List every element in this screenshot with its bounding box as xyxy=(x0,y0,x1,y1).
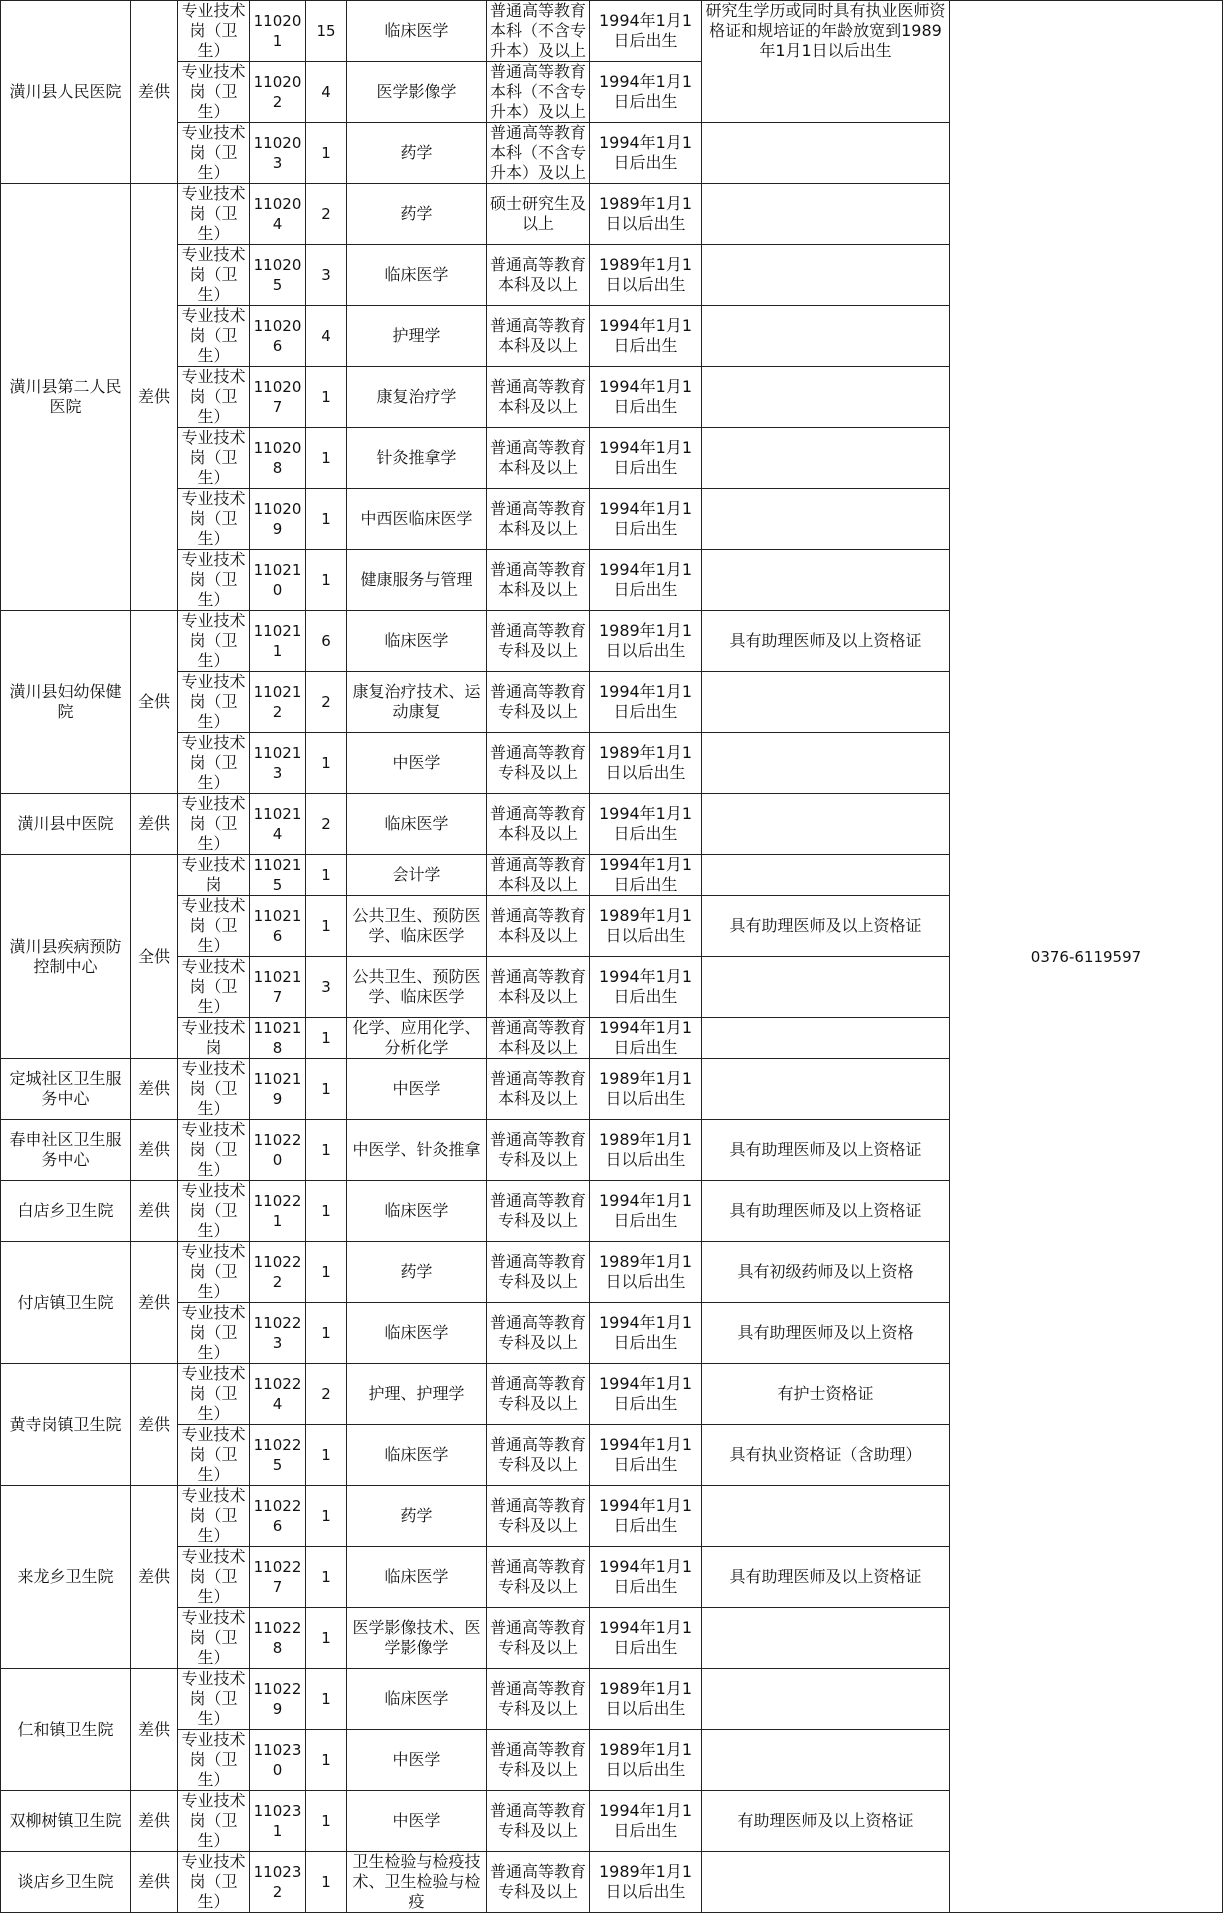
post-type-cell: 专业技术岗（卫生） xyxy=(178,957,250,1018)
education-cell: 普通高等教育专科及以上 xyxy=(487,611,590,672)
education-cell: 普通高等教育专科及以上 xyxy=(487,1303,590,1364)
age-requirement-cell: 1994年1月1日后出生 xyxy=(590,367,702,428)
unit-name-cell: 潢川县中医院 xyxy=(1,794,131,855)
remark-cell xyxy=(702,1852,950,1913)
remark-cell: 具有助理医师及以上资格证 xyxy=(702,1181,950,1242)
major-cell: 康复治疗技术、运动康复 xyxy=(347,672,487,733)
unit-name-cell: 定城社区卫生服务中心 xyxy=(1,1059,131,1120)
remark-cell: 具有助理医师及以上资格证 xyxy=(702,1120,950,1181)
post-type-cell: 专业技术岗（卫生） xyxy=(178,62,250,123)
major-cell: 临床医学 xyxy=(347,611,487,672)
major-cell: 药学 xyxy=(347,1486,487,1547)
post-code-cell: 110213 xyxy=(250,733,306,794)
age-requirement-cell: 1989年1月1日以后出生 xyxy=(590,1120,702,1181)
major-cell: 会计学 xyxy=(347,855,487,896)
post-code-cell: 110210 xyxy=(250,550,306,611)
education-cell: 普通高等教育本科及以上 xyxy=(487,489,590,550)
headcount-cell: 1 xyxy=(306,428,347,489)
remark-cell: 具有执业资格证（含助理） xyxy=(702,1425,950,1486)
headcount-cell: 15 xyxy=(306,1,347,62)
funding-type-cell: 全供 xyxy=(131,611,178,794)
major-cell: 中医学 xyxy=(347,733,487,794)
education-cell: 普通高等教育专科及以上 xyxy=(487,1181,590,1242)
headcount-cell: 4 xyxy=(306,62,347,123)
education-cell: 普通高等教育本科及以上 xyxy=(487,550,590,611)
education-cell: 普通高等教育专科及以上 xyxy=(487,1730,590,1791)
headcount-cell: 1 xyxy=(306,489,347,550)
unit-name-cell: 仁和镇卫生院 xyxy=(1,1669,131,1791)
age-requirement-cell: 1994年1月1日后出生 xyxy=(590,550,702,611)
major-cell: 临床医学 xyxy=(347,1547,487,1608)
post-code-cell: 110232 xyxy=(250,1852,306,1913)
remark-cell xyxy=(702,855,950,896)
post-type-cell: 专业技术岗（卫生） xyxy=(178,1852,250,1913)
unit-name-cell: 潢川县疾病预防控制中心 xyxy=(1,855,131,1059)
headcount-cell: 1 xyxy=(306,1303,347,1364)
education-cell: 普通高等教育本科及以上 xyxy=(487,306,590,367)
remark-cell xyxy=(702,1486,950,1547)
major-cell: 药学 xyxy=(347,123,487,184)
post-type-cell: 专业技术岗（卫生） xyxy=(178,1669,250,1730)
major-cell: 健康服务与管理 xyxy=(347,550,487,611)
age-requirement-cell: 1994年1月1日后出生 xyxy=(590,1791,702,1852)
education-cell: 普通高等教育本科（不含专升本）及以上 xyxy=(487,1,590,62)
headcount-cell: 1 xyxy=(306,1669,347,1730)
age-requirement-cell: 1994年1月1日后出生 xyxy=(590,672,702,733)
post-code-cell: 110216 xyxy=(250,896,306,957)
post-type-cell: 专业技术岗（卫生） xyxy=(178,896,250,957)
education-cell: 普通高等教育专科及以上 xyxy=(487,1608,590,1669)
headcount-cell: 1 xyxy=(306,123,347,184)
post-code-cell: 110215 xyxy=(250,855,306,896)
headcount-cell: 3 xyxy=(306,245,347,306)
remark-cell xyxy=(702,1059,950,1120)
unit-name-cell: 谈店乡卫生院 xyxy=(1,1852,131,1913)
unit-name-cell: 白店乡卫生院 xyxy=(1,1181,131,1242)
major-cell: 中医学 xyxy=(347,1059,487,1120)
major-cell: 临床医学 xyxy=(347,1,487,62)
education-cell: 硕士研究生及以上 xyxy=(487,184,590,245)
remark-cell xyxy=(702,428,950,489)
post-code-cell: 110219 xyxy=(250,1059,306,1120)
remark-cell xyxy=(702,184,950,245)
post-type-cell: 专业技术岗（卫生） xyxy=(178,1059,250,1120)
headcount-cell: 1 xyxy=(306,1486,347,1547)
post-code-cell: 110202 xyxy=(250,62,306,123)
post-type-cell: 专业技术岗（卫生） xyxy=(178,245,250,306)
unit-name-cell: 黄寺岗镇卫生院 xyxy=(1,1364,131,1486)
major-cell: 公共卫生、预防医学、临床医学 xyxy=(347,957,487,1018)
post-code-cell: 110221 xyxy=(250,1181,306,1242)
post-code-cell: 110223 xyxy=(250,1303,306,1364)
age-requirement-cell: 1989年1月1日以后出生 xyxy=(590,896,702,957)
funding-type-cell: 差供 xyxy=(131,794,178,855)
major-cell: 临床医学 xyxy=(347,245,487,306)
post-code-cell: 110212 xyxy=(250,672,306,733)
major-cell: 临床医学 xyxy=(347,794,487,855)
major-cell: 化学、应用化学、分析化学 xyxy=(347,1018,487,1059)
post-type-cell: 专业技术岗 xyxy=(178,1018,250,1059)
headcount-cell: 4 xyxy=(306,306,347,367)
education-cell: 普通高等教育专科及以上 xyxy=(487,1364,590,1425)
post-code-cell: 110203 xyxy=(250,123,306,184)
remark-cell xyxy=(702,123,950,184)
major-cell: 药学 xyxy=(347,184,487,245)
post-type-cell: 专业技术岗（卫生） xyxy=(178,184,250,245)
remark-cell: 有护士资格证 xyxy=(702,1364,950,1425)
headcount-cell: 2 xyxy=(306,794,347,855)
post-type-cell: 专业技术岗（卫生） xyxy=(178,794,250,855)
major-cell: 临床医学 xyxy=(347,1181,487,1242)
remark-cell: 具有初级药师及以上资格 xyxy=(702,1242,950,1303)
post-type-cell: 专业技术岗（卫生） xyxy=(178,1791,250,1852)
unit-name-cell: 来龙乡卫生院 xyxy=(1,1486,131,1669)
contact-phone-cell: 0376-6119597 xyxy=(950,1,1223,1913)
major-cell: 临床医学 xyxy=(347,1669,487,1730)
post-type-cell: 专业技术岗（卫生） xyxy=(178,428,250,489)
headcount-cell: 2 xyxy=(306,672,347,733)
post-code-cell: 110227 xyxy=(250,1547,306,1608)
education-cell: 普通高等教育本科及以上 xyxy=(487,794,590,855)
post-code-cell: 110207 xyxy=(250,367,306,428)
education-cell: 普通高等教育本科及以上 xyxy=(487,1059,590,1120)
age-requirement-cell: 1989年1月1日以后出生 xyxy=(590,733,702,794)
major-cell: 医学影像技术、医学影像学 xyxy=(347,1608,487,1669)
education-cell: 普通高等教育专科及以上 xyxy=(487,672,590,733)
major-cell: 中医学 xyxy=(347,1730,487,1791)
post-code-cell: 110214 xyxy=(250,794,306,855)
post-type-cell: 专业技术岗（卫生） xyxy=(178,550,250,611)
age-requirement-cell: 1994年1月1日后出生 xyxy=(590,1181,702,1242)
age-requirement-cell: 1994年1月1日后出生 xyxy=(590,1608,702,1669)
headcount-cell: 1 xyxy=(306,1852,347,1913)
age-requirement-cell: 1994年1月1日后出生 xyxy=(590,1018,702,1059)
headcount-cell: 1 xyxy=(306,367,347,428)
remark-cell xyxy=(702,1608,950,1669)
post-type-cell: 专业技术岗（卫生） xyxy=(178,367,250,428)
funding-type-cell: 差供 xyxy=(131,1242,178,1364)
post-type-cell: 专业技术岗 xyxy=(178,855,250,896)
education-cell: 普通高等教育专科及以上 xyxy=(487,1242,590,1303)
education-cell: 普通高等教育本科及以上 xyxy=(487,245,590,306)
post-type-cell: 专业技术岗（卫生） xyxy=(178,489,250,550)
age-requirement-cell: 1989年1月1日以后出生 xyxy=(590,1730,702,1791)
post-code-cell: 110230 xyxy=(250,1730,306,1791)
post-type-cell: 专业技术岗（卫生） xyxy=(178,1608,250,1669)
post-type-cell: 专业技术岗（卫生） xyxy=(178,1120,250,1181)
major-cell: 医学影像学 xyxy=(347,62,487,123)
major-cell: 护理、护理学 xyxy=(347,1364,487,1425)
headcount-cell: 1 xyxy=(306,733,347,794)
education-cell: 普通高等教育本科及以上 xyxy=(487,367,590,428)
remark-cell xyxy=(702,733,950,794)
headcount-cell: 1 xyxy=(306,1608,347,1669)
unit-name-cell: 春申社区卫生服务中心 xyxy=(1,1120,131,1181)
remark-cell xyxy=(702,1730,950,1791)
major-cell: 中医学 xyxy=(347,1791,487,1852)
unit-name-cell: 潢川县第二人民医院 xyxy=(1,184,131,611)
funding-type-cell: 差供 xyxy=(131,1059,178,1120)
major-cell: 康复治疗学 xyxy=(347,367,487,428)
remark-cell xyxy=(702,672,950,733)
age-requirement-cell: 1989年1月1日以后出生 xyxy=(590,184,702,245)
post-type-cell: 专业技术岗（卫生） xyxy=(178,1303,250,1364)
remark-cell xyxy=(702,1669,950,1730)
post-code-cell: 110222 xyxy=(250,1242,306,1303)
age-requirement-cell: 1994年1月1日后出生 xyxy=(590,957,702,1018)
education-cell: 普通高等教育本科及以上 xyxy=(487,957,590,1018)
education-cell: 普通高等教育专科及以上 xyxy=(487,1486,590,1547)
post-type-cell: 专业技术岗（卫生） xyxy=(178,1730,250,1791)
post-type-cell: 专业技术岗（卫生） xyxy=(178,123,250,184)
funding-type-cell: 差供 xyxy=(131,1,178,184)
age-requirement-cell: 1989年1月1日以后出生 xyxy=(590,611,702,672)
education-cell: 普通高等教育专科及以上 xyxy=(487,1120,590,1181)
post-type-cell: 专业技术岗（卫生） xyxy=(178,1547,250,1608)
age-requirement-cell: 1994年1月1日后出生 xyxy=(590,1547,702,1608)
education-cell: 普通高等教育专科及以上 xyxy=(487,1852,590,1913)
headcount-cell: 1 xyxy=(306,1730,347,1791)
post-type-cell: 专业技术岗（卫生） xyxy=(178,1364,250,1425)
funding-type-cell: 差供 xyxy=(131,1852,178,1913)
post-type-cell: 专业技术岗（卫生） xyxy=(178,1242,250,1303)
education-cell: 普通高等教育专科及以上 xyxy=(487,1791,590,1852)
major-cell: 护理学 xyxy=(347,306,487,367)
education-cell: 普通高等教育本科（不含专升本）及以上 xyxy=(487,62,590,123)
education-cell: 普通高等教育专科及以上 xyxy=(487,1669,590,1730)
major-cell: 公共卫生、预防医学、临床医学 xyxy=(347,896,487,957)
headcount-cell: 6 xyxy=(306,611,347,672)
post-code-cell: 110204 xyxy=(250,184,306,245)
age-requirement-cell: 1994年1月1日后出生 xyxy=(590,1,702,62)
headcount-cell: 1 xyxy=(306,896,347,957)
education-cell: 普通高等教育本科及以上 xyxy=(487,428,590,489)
headcount-cell: 1 xyxy=(306,1242,347,1303)
age-requirement-cell: 1989年1月1日以后出生 xyxy=(590,245,702,306)
headcount-cell: 1 xyxy=(306,1018,347,1059)
remark-cell xyxy=(702,957,950,1018)
major-cell: 针灸推拿学 xyxy=(347,428,487,489)
remark-cell: 研究生学历或同时具有执业医师资格证和规培证的年龄放宽到1989年1月1日以后出生 xyxy=(702,1,950,123)
remark-cell xyxy=(702,550,950,611)
post-type-cell: 专业技术岗（卫生） xyxy=(178,1181,250,1242)
major-cell: 药学 xyxy=(347,1242,487,1303)
post-code-cell: 110218 xyxy=(250,1018,306,1059)
post-type-cell: 专业技术岗（卫生） xyxy=(178,1425,250,1486)
headcount-cell: 1 xyxy=(306,1181,347,1242)
headcount-cell: 2 xyxy=(306,1364,347,1425)
funding-type-cell: 差供 xyxy=(131,1486,178,1669)
post-code-cell: 110201 xyxy=(250,1,306,62)
age-requirement-cell: 1994年1月1日后出生 xyxy=(590,1364,702,1425)
age-requirement-cell: 1994年1月1日后出生 xyxy=(590,306,702,367)
education-cell: 普通高等教育专科及以上 xyxy=(487,733,590,794)
major-cell: 卫生检验与检疫技术、卫生检验与检疫 xyxy=(347,1852,487,1913)
unit-name-cell: 付店镇卫生院 xyxy=(1,1242,131,1364)
headcount-cell: 1 xyxy=(306,855,347,896)
post-code-cell: 110220 xyxy=(250,1120,306,1181)
age-requirement-cell: 1994年1月1日后出生 xyxy=(590,1486,702,1547)
remark-cell xyxy=(702,245,950,306)
remark-cell: 有助理医师及以上资格证 xyxy=(702,1791,950,1852)
education-cell: 普通高等教育本科（不含专升本）及以上 xyxy=(487,123,590,184)
funding-type-cell: 差供 xyxy=(131,1364,178,1486)
age-requirement-cell: 1989年1月1日以后出生 xyxy=(590,1669,702,1730)
major-cell: 中西医临床医学 xyxy=(347,489,487,550)
headcount-cell: 1 xyxy=(306,1120,347,1181)
post-code-cell: 110205 xyxy=(250,245,306,306)
table-row xyxy=(1,1,1223,62)
post-code-cell: 110231 xyxy=(250,1791,306,1852)
major-cell: 中医学、针灸推拿 xyxy=(347,1120,487,1181)
post-code-cell: 110211 xyxy=(250,611,306,672)
remark-cell xyxy=(702,489,950,550)
headcount-cell: 1 xyxy=(306,1791,347,1852)
remark-cell xyxy=(702,794,950,855)
age-requirement-cell: 1994年1月1日后出生 xyxy=(590,794,702,855)
funding-type-cell: 全供 xyxy=(131,855,178,1059)
age-requirement-cell: 1994年1月1日后出生 xyxy=(590,428,702,489)
post-code-cell: 110206 xyxy=(250,306,306,367)
headcount-cell: 1 xyxy=(306,550,347,611)
education-cell: 普通高等教育专科及以上 xyxy=(487,1425,590,1486)
age-requirement-cell: 1994年1月1日后出生 xyxy=(590,123,702,184)
education-cell: 普通高等教育本科及以上 xyxy=(487,1018,590,1059)
funding-type-cell: 差供 xyxy=(131,1669,178,1791)
age-requirement-cell: 1994年1月1日后出生 xyxy=(590,1303,702,1364)
unit-name-cell: 双柳树镇卫生院 xyxy=(1,1791,131,1852)
post-code-cell: 110208 xyxy=(250,428,306,489)
funding-type-cell: 差供 xyxy=(131,1181,178,1242)
headcount-cell: 1 xyxy=(306,1425,347,1486)
remark-cell: 具有助理医师及以上资格证 xyxy=(702,611,950,672)
post-type-cell: 专业技术岗（卫生） xyxy=(178,1,250,62)
headcount-cell: 2 xyxy=(306,184,347,245)
funding-type-cell: 差供 xyxy=(131,184,178,611)
post-type-cell: 专业技术岗（卫生） xyxy=(178,306,250,367)
remark-cell: 具有助理医师及以上资格证 xyxy=(702,896,950,957)
post-code-cell: 110209 xyxy=(250,489,306,550)
post-code-cell: 110228 xyxy=(250,1608,306,1669)
age-requirement-cell: 1994年1月1日后出生 xyxy=(590,489,702,550)
unit-name-cell: 潢川县妇幼保健院 xyxy=(1,611,131,794)
remark-cell xyxy=(702,367,950,428)
age-requirement-cell: 1989年1月1日以后出生 xyxy=(590,1059,702,1120)
unit-name-cell: 潢川县人民医院 xyxy=(1,1,131,184)
remark-cell xyxy=(702,1018,950,1059)
headcount-cell: 1 xyxy=(306,1547,347,1608)
education-cell: 普通高等教育本科及以上 xyxy=(487,896,590,957)
age-requirement-cell: 1989年1月1日以后出生 xyxy=(590,1852,702,1913)
post-code-cell: 110224 xyxy=(250,1364,306,1425)
remark-cell xyxy=(702,306,950,367)
funding-type-cell: 差供 xyxy=(131,1791,178,1852)
post-type-cell: 专业技术岗（卫生） xyxy=(178,1486,250,1547)
remark-cell: 具有助理医师及以上资格证 xyxy=(702,1547,950,1608)
age-requirement-cell: 1989年1月1日以后出生 xyxy=(590,1242,702,1303)
post-type-cell: 专业技术岗（卫生） xyxy=(178,611,250,672)
post-type-cell: 专业技术岗（卫生） xyxy=(178,733,250,794)
age-requirement-cell: 1994年1月1日后出生 xyxy=(590,1425,702,1486)
post-code-cell: 110229 xyxy=(250,1669,306,1730)
post-code-cell: 110225 xyxy=(250,1425,306,1486)
age-requirement-cell: 1994年1月1日后出生 xyxy=(590,855,702,896)
education-cell: 普通高等教育本科及以上 xyxy=(487,855,590,896)
post-code-cell: 110226 xyxy=(250,1486,306,1547)
headcount-cell: 3 xyxy=(306,957,347,1018)
funding-type-cell: 差供 xyxy=(131,1120,178,1181)
major-cell: 临床医学 xyxy=(347,1303,487,1364)
age-requirement-cell: 1994年1月1日后出生 xyxy=(590,62,702,123)
post-code-cell: 110217 xyxy=(250,957,306,1018)
major-cell: 临床医学 xyxy=(347,1425,487,1486)
post-type-cell: 专业技术岗（卫生） xyxy=(178,672,250,733)
headcount-cell: 1 xyxy=(306,1059,347,1120)
education-cell: 普通高等教育专科及以上 xyxy=(487,1547,590,1608)
remark-cell: 具有助理医师及以上资格 xyxy=(702,1303,950,1364)
